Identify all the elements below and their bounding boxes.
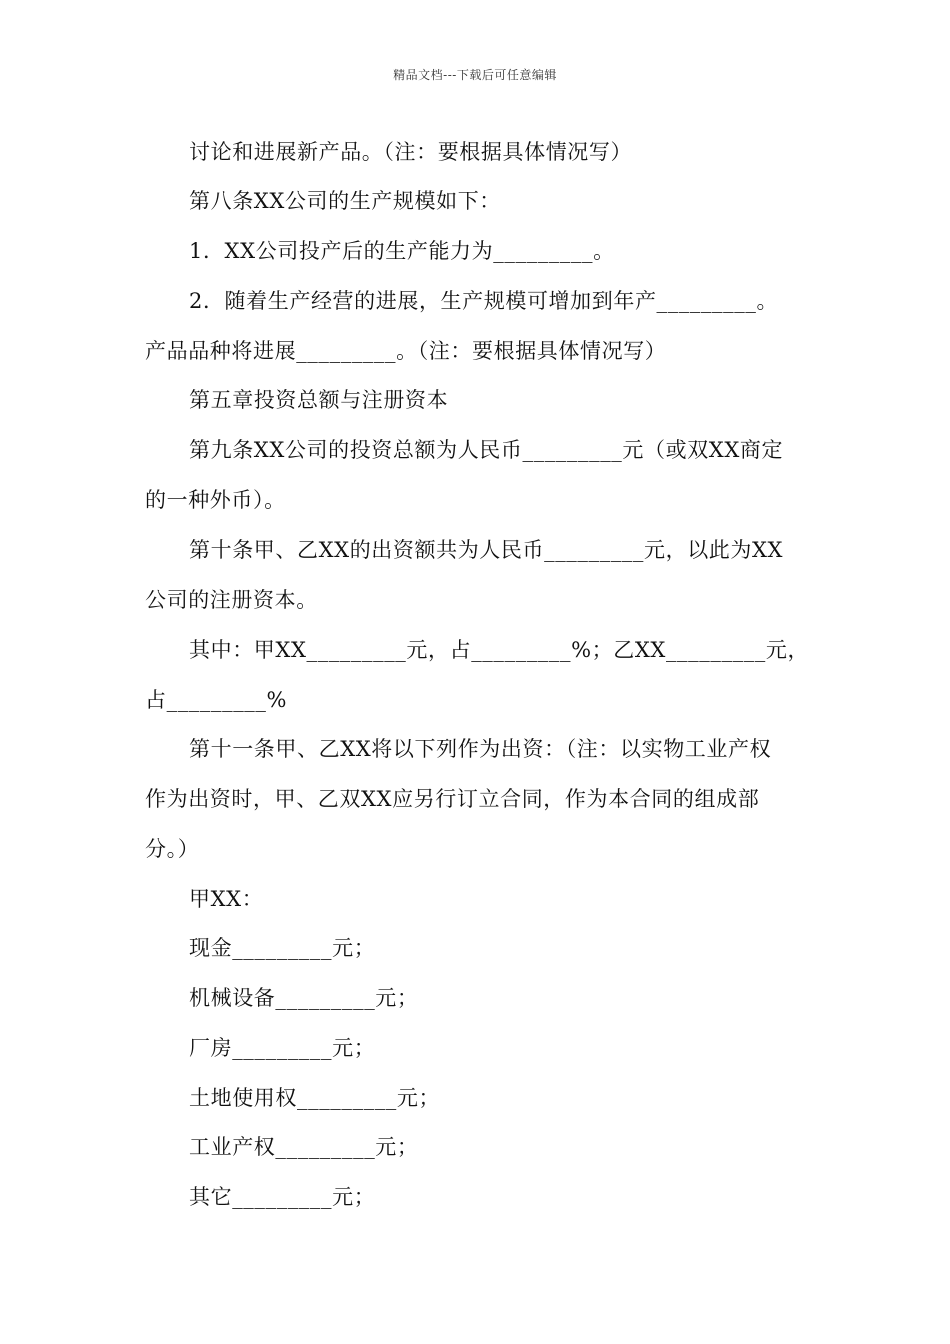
article-8-heading: 第八条XX公司的生产规模如下： <box>189 189 501 213</box>
party-a-label: 甲XX： <box>189 887 264 911</box>
list-item: 现金_________元； <box>189 936 376 960</box>
list-item: 厂房_________元； <box>189 1036 376 1060</box>
paragraph-line: 公司的注册资本。 <box>145 588 318 612</box>
paragraph-line: 作为出资时，甲、乙双XX应另行订立合同，作为本合同的组成部 <box>145 787 760 811</box>
page-header: 精品文档---下载后可任意编辑 <box>393 68 557 82</box>
list-item: 其它_________元； <box>189 1185 376 1209</box>
paragraph-line: 占_________% <box>145 688 288 712</box>
paragraph-line: 2．随着生产经营的进展，生产规模可增加到年产_________。 <box>189 289 779 313</box>
paragraph-line: 产品品种将进展_________。（注：要根据具体情况写） <box>145 339 667 363</box>
paragraph-line: 讨论和进展新产品。（注：要根据具体情况写） <box>189 140 633 164</box>
article-9-line: 第九条XX公司的投资总额为人民币_________元（或双XX商定 <box>189 438 784 462</box>
list-item: 工业产权_________元； <box>189 1135 419 1159</box>
paragraph-line: 分。） <box>145 837 200 861</box>
article-10-line: 第十条甲、乙XX的出资额共为人民币_________元，以此为XX <box>189 538 784 562</box>
list-item: 机械设备_________元； <box>189 986 419 1010</box>
paragraph-line: 的一种外币）。 <box>145 488 286 512</box>
paragraph-line: 其中：甲XX_________元，占_________%；乙XX_________元， <box>189 638 810 662</box>
article-11-line: 第十一条甲、乙XX将以下列作为出资：（注：以实物工业产权 <box>189 737 772 761</box>
paragraph-line: 1．XX公司投产后的生产能力为_________。 <box>189 239 615 263</box>
list-item: 土地使用权_________元； <box>189 1086 441 1110</box>
chapter-5-heading: 第五章投资总额与注册资本 <box>189 388 449 412</box>
